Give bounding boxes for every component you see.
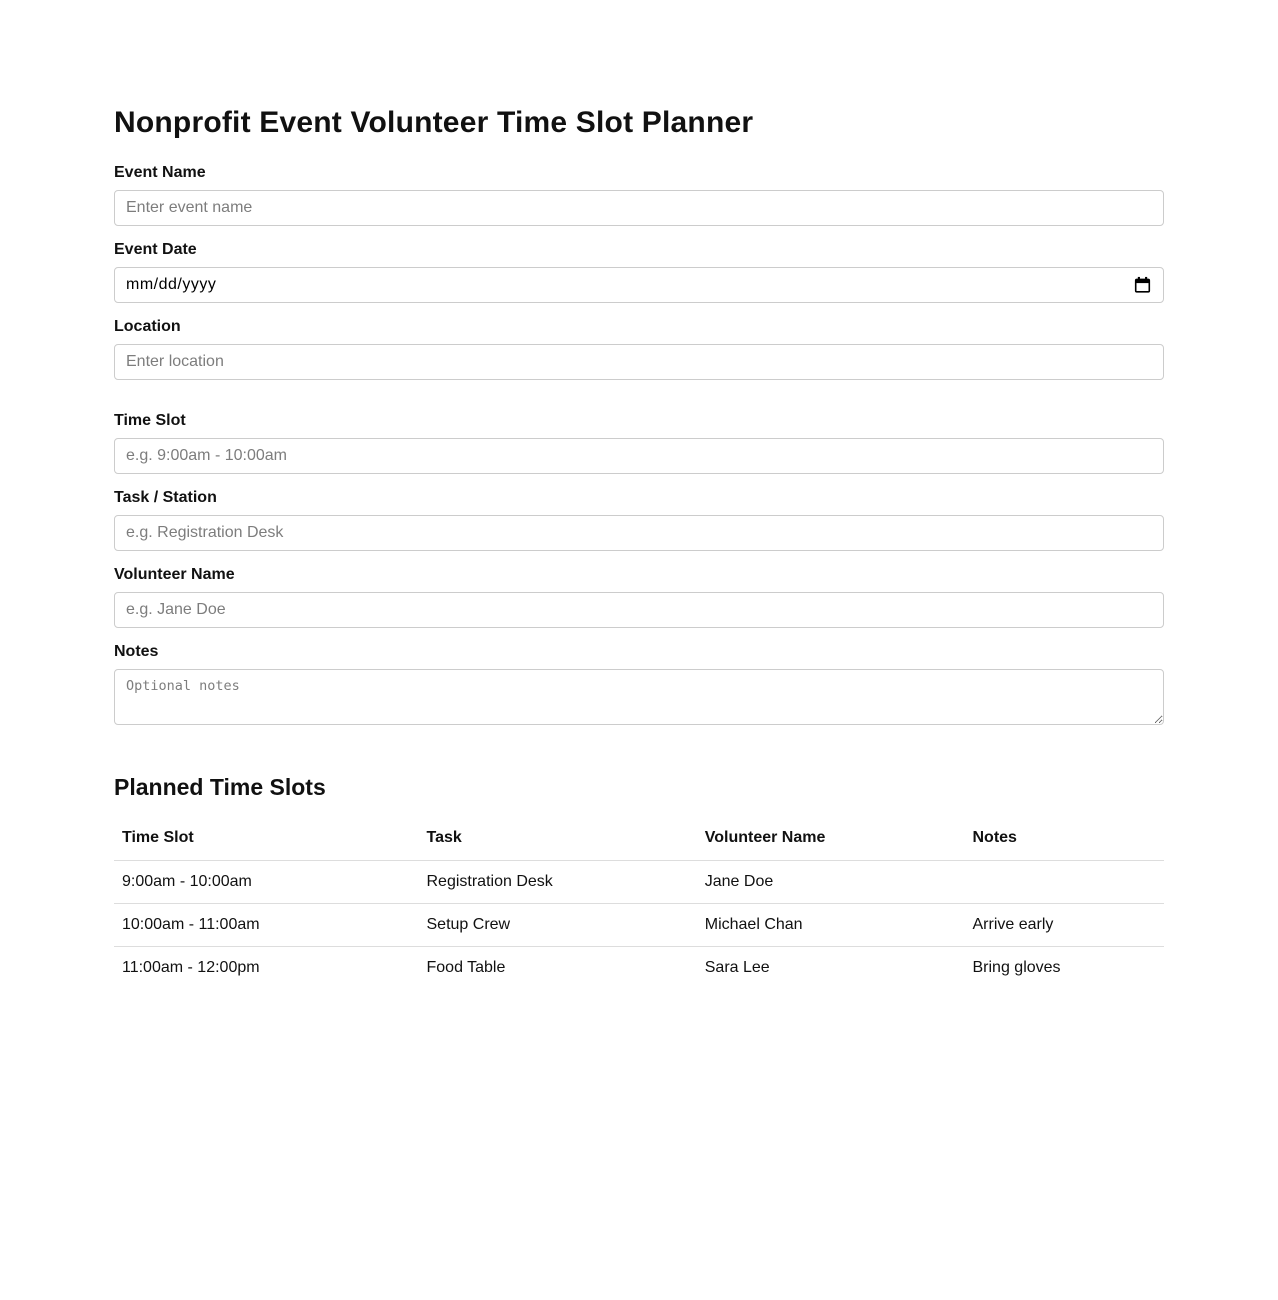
field-time-slot <box>114 412 1164 474</box>
cell-time-slot: 10:00am - 11:00am <box>114 904 419 947</box>
cell-time-slot: 11:00am - 12:00pm <box>114 947 419 990</box>
table-row <box>114 947 1164 990</box>
col-header-task: Task <box>419 817 697 861</box>
cell-notes: Arrive early <box>965 904 1165 947</box>
cell-volunteer-name: Jane Doe <box>704 873 774 890</box>
volunteer-name-label: Volunteer Name <box>114 566 235 583</box>
field-event-name <box>114 164 1164 226</box>
location-input[interactable] <box>114 344 1164 380</box>
cell-task: Food Table <box>419 947 697 990</box>
notes-label: Notes <box>114 643 159 660</box>
field-location <box>114 318 1164 380</box>
time-slot-input[interactable] <box>114 438 1164 474</box>
page-container <box>114 0 1164 989</box>
page-title: Nonprofit Event Volunteer Time Slot Planner <box>114 106 754 139</box>
table-row <box>114 904 1164 947</box>
event-date-input[interactable] <box>114 267 1164 303</box>
time-slot-label: Time Slot <box>114 412 186 429</box>
task-station-label: Task / Station <box>114 489 217 506</box>
event-name-label: Event Name <box>114 164 206 181</box>
table-row <box>114 861 1164 904</box>
field-task-station <box>114 489 1164 551</box>
calendar-icon[interactable] <box>1134 277 1151 294</box>
planned-slots-title: Planned Time Slots <box>114 774 326 800</box>
task-station-input[interactable] <box>114 515 1164 551</box>
planned-slots-table <box>114 817 1164 989</box>
field-notes <box>114 643 1164 730</box>
cell-task: Setup Crew <box>419 904 697 947</box>
cell-task: Registration Desk <box>426 873 553 890</box>
event-name-input[interactable] <box>114 190 1164 226</box>
col-header-volunteer-name: Volunteer Name <box>697 817 965 861</box>
cell-volunteer-name: Michael Chan <box>697 904 965 947</box>
table-header-row <box>114 817 1164 861</box>
event-date-input-wrap <box>114 267 1164 303</box>
cell-time-slot: 9:00am - 10:00am <box>122 873 252 890</box>
field-event-date <box>114 241 1164 303</box>
col-header-time-slot: Time Slot <box>114 817 419 861</box>
cell-notes <box>965 861 1165 904</box>
field-volunteer-name <box>114 566 1164 628</box>
event-date-label: Event Date <box>114 241 197 258</box>
location-label: Location <box>114 318 181 335</box>
col-header-notes: Notes <box>965 817 1165 861</box>
volunteer-name-input[interactable] <box>114 592 1164 628</box>
cell-notes: Bring gloves <box>965 947 1165 990</box>
notes-textarea[interactable] <box>114 669 1164 725</box>
cell-volunteer-name: Sara Lee <box>697 947 965 990</box>
